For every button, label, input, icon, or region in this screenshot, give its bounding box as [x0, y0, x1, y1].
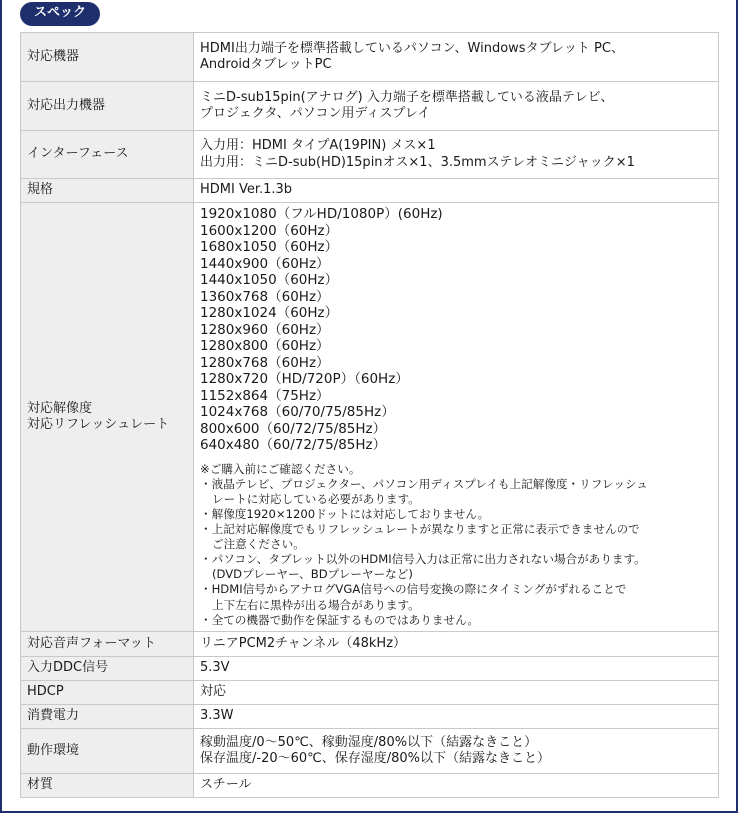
spec-value: リニアPCM2チャンネル（48kHz）: [194, 632, 719, 657]
spec-label: 入力DDC信号: [21, 657, 194, 681]
note-line: ・上記対応解像度でもリフレッシュレートが異なりますと正常に表示できませんので: [200, 522, 640, 537]
resolution-item: 1280x720（HD/720P）（60Hz）: [200, 371, 409, 388]
note-line: ・パソコン、タブレット以外のHDMI信号入力は正常に出力されない場合があります。: [200, 552, 646, 567]
spec-value: 稼動温度/0〜50℃、稼動湿度/80%以下（結露なきこと） 保存温度/-20〜60℃、保存湿度/80%以下（結露なきこと）: [194, 729, 719, 774]
resolution-list: [200, 206, 712, 454]
spec-value: ミニD-sub15pin(アナログ) 入力端子を標準搭載している液晶テレビ、 プロジェクタ、パソコン用ディスプレイ: [194, 82, 719, 131]
spec-table: [20, 32, 719, 798]
spec-label: 対応出力機器: [21, 82, 194, 131]
spec-value: 入力用：HDMI タイプA(19PIN) メス×1 出力用：ミニD-sub(HD)15pinオス×1、3.5mmステレオミニジャック×1: [194, 131, 719, 179]
spec-value: HDMI Ver.1.3b: [194, 179, 719, 203]
spec-row-compatible-devices: [21, 33, 719, 82]
spec-label: 材質: [21, 774, 194, 798]
spec-label: HDCP: [21, 681, 194, 705]
resolution-item: 800x600（60/72/75/85Hz）: [200, 420, 387, 437]
resolution-item: 1440x1050（60Hz）: [200, 272, 339, 289]
spec-heading-badge: スペック: [20, 2, 100, 26]
note-line: 上下左右に黒枠が出る場合があります。: [212, 597, 420, 612]
note-line: ※ご購入前にご確認ください。: [200, 461, 361, 476]
spec-row-material: [21, 774, 719, 798]
note-line: ・解像度1920×1200ドットには対応しておりません。: [200, 507, 490, 522]
spec-label: 規格: [21, 179, 194, 203]
spec-label: 消費電力: [21, 705, 194, 729]
spec-row-resolution: [21, 203, 719, 632]
resolution-item: 1360x768（60Hz）: [200, 288, 330, 305]
resolution-item: 1600x1200（60Hz）: [200, 222, 339, 239]
spec-value: 5.3V: [194, 657, 719, 681]
spec-row-output-devices: [21, 82, 719, 131]
spec-label: 対応機器: [21, 33, 194, 82]
spec-row-standard: [21, 179, 719, 203]
spec-label: 対応音声フォーマット: [21, 632, 194, 657]
spec-row-audio-format: [21, 632, 719, 657]
spec-value: HDMI出力端子を標準搭載しているパソコン、Windowsタブレット PC、 AndroidタブレットPC: [194, 33, 719, 82]
resolution-item: 1280x768（60Hz）: [200, 354, 330, 371]
spec-row-interface: [21, 131, 719, 179]
resolution-item: 1920x1080（フルHD/1080P）(60Hz): [200, 206, 443, 223]
spec-row-power: [21, 705, 719, 729]
note-line: ・液晶テレビ、プロジェクター、パソコン用ディスプレイも上記解像度・リフレッシュ: [200, 476, 648, 491]
resolution-item: 1280x1024（60Hz）: [200, 305, 339, 322]
note-line: ・HDMI信号からアナログVGA信号への信号変換の際にタイミングがずれることで: [200, 582, 627, 597]
resolution-item: 1280x800（60Hz）: [200, 338, 330, 355]
purchase-notes: [200, 462, 712, 628]
resolution-item: 1024x768（60/70/75/85Hz）: [200, 404, 395, 421]
note-line: (DVDプレーヤー、BDプレーヤーなど): [212, 567, 413, 582]
spec-row-environment: [21, 729, 719, 774]
resolution-item: 1280x960（60Hz）: [200, 321, 330, 338]
spec-label: 動作環境: [21, 729, 194, 774]
spec-label: インターフェース: [21, 131, 194, 179]
note-line: ご注意ください。: [212, 537, 305, 552]
spec-row-hdcp: [21, 681, 719, 705]
resolution-item: 1152x864（75Hz）: [200, 387, 330, 404]
spec-value: 対応: [194, 681, 719, 705]
spec-value: [194, 203, 719, 632]
spec-label: 対応解像度 対応リフレッシュレート: [21, 203, 194, 632]
resolution-item: 1440x900（60Hz）: [200, 255, 330, 272]
resolution-item: 640x480（60/72/75/85Hz）: [200, 437, 387, 454]
note-line: ・全ての機器で動作を保証するものではありません。: [200, 612, 479, 627]
spec-value: スチール: [194, 774, 719, 798]
note-line: レートに対応している必要があります。: [212, 491, 420, 506]
spec-value: 3.3W: [194, 705, 719, 729]
resolution-item: 1680x1050（60Hz）: [200, 239, 339, 256]
spec-row-ddc-signal: [21, 657, 719, 681]
